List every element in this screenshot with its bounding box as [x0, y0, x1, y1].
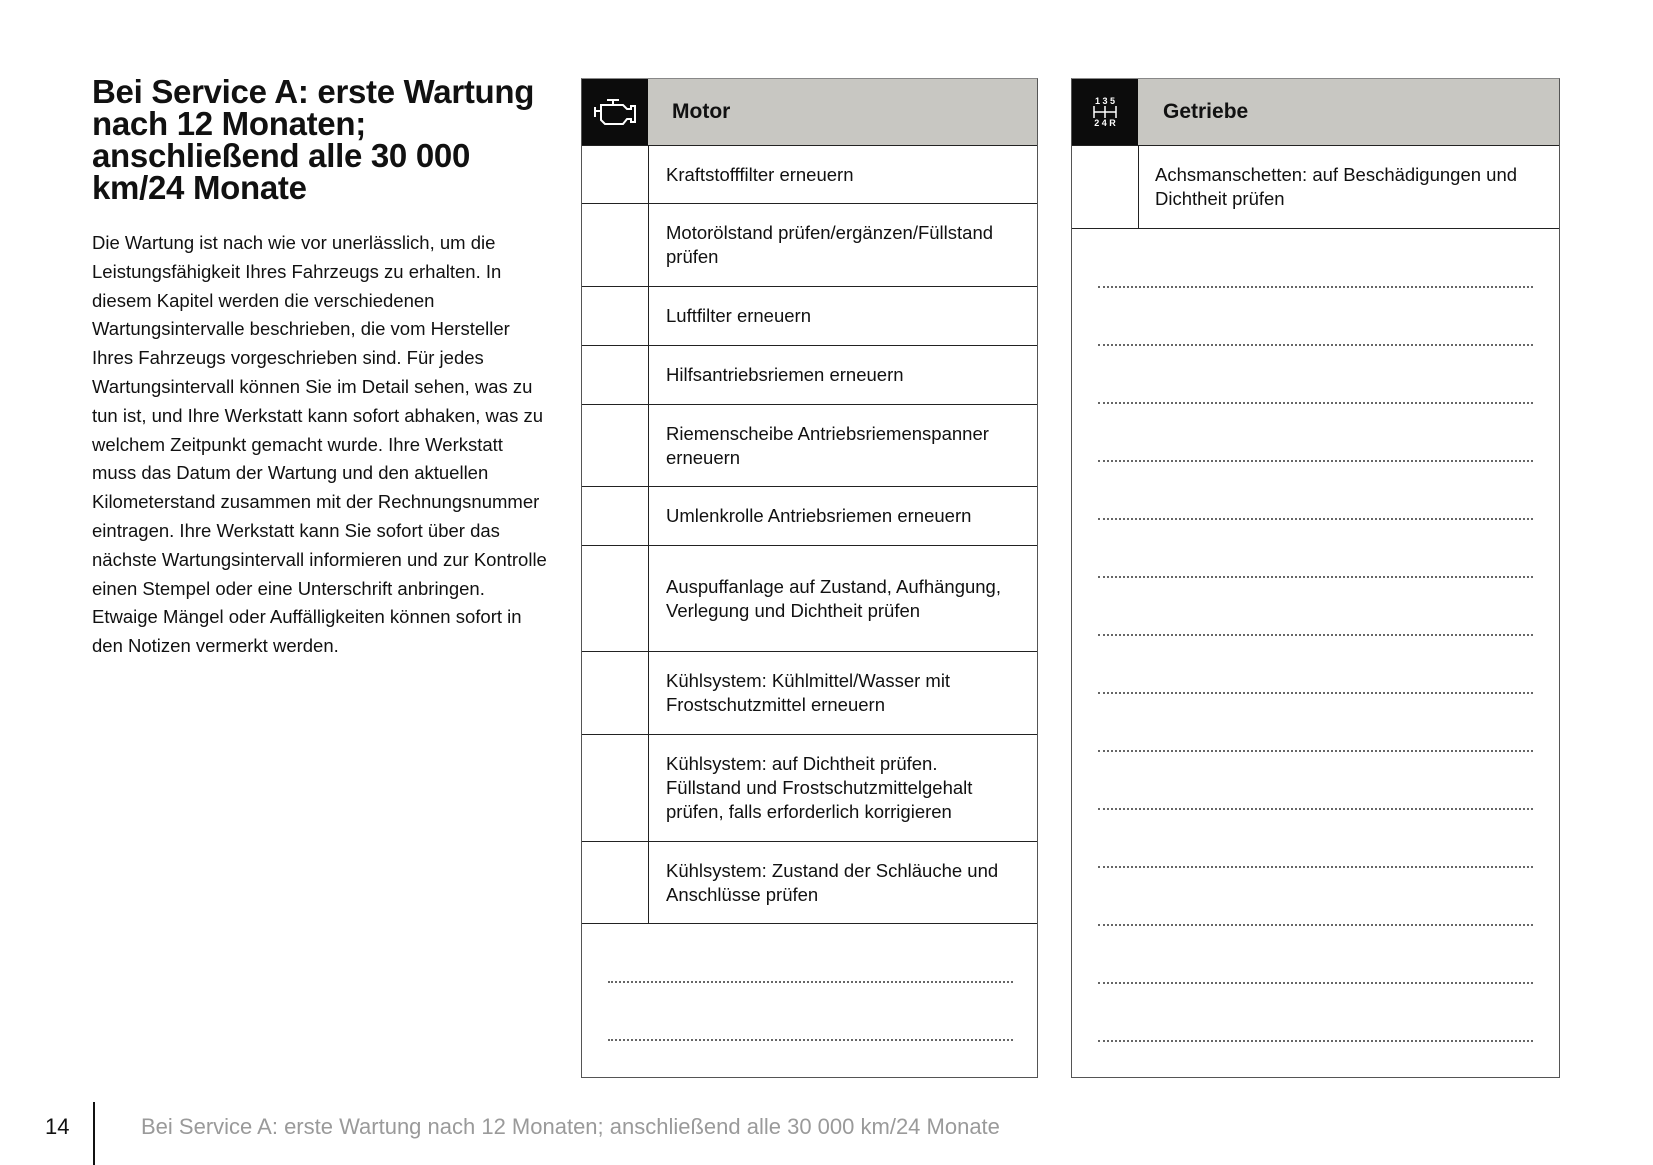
- motor-heading: Motor: [672, 100, 731, 123]
- getriebe-heading: Getriebe: [1163, 100, 1249, 123]
- checklist-row: [582, 546, 1037, 652]
- checklist-item-text: Achsmanschetten: auf Beschädigungen und Dichtheit prüfen: [1155, 163, 1518, 209]
- checkbox-cell[interactable]: [582, 204, 649, 286]
- notes-line: [1098, 982, 1533, 984]
- notes-line: [1098, 402, 1533, 404]
- checklist-item-text: Kühlsystem: auf Dichtheit prüfen. Füllstand und Frostschutzmittelgehalt prüfen, falls erforderlich korrigieren: [666, 753, 973, 822]
- notes-line: [1098, 460, 1533, 462]
- page-title: Bei Service A: erste Wartung nach 12 Monaten; anschließend alle 30 000 km/24 Monate: [92, 73, 535, 206]
- checklist-item-text: Motorölstand prüfen/ergänzen/Füllstand prüfen: [666, 222, 994, 267]
- checklist-row: [582, 487, 1037, 546]
- gear-shift-icon: [1072, 79, 1138, 145]
- notes-line: [1098, 518, 1533, 520]
- notes-line: [1098, 808, 1533, 810]
- checkbox-cell[interactable]: [582, 546, 649, 651]
- getriebe-checklist: [1071, 78, 1560, 1078]
- notes-line: [1098, 692, 1533, 694]
- checklist-item-text: Umlenkrolle Antriebsriemen erneuern: [666, 505, 972, 526]
- notes-line: [1098, 344, 1533, 346]
- checklist-item-text: Hilfsantriebsriemen erneuern: [666, 364, 904, 385]
- checklist-row: [582, 204, 1037, 287]
- checklist-item-text: Kraftstofffilter erneuern: [666, 163, 854, 185]
- getriebe-header: [1072, 79, 1559, 146]
- gear-shift-bottom-label: 2 4 R: [1094, 118, 1116, 128]
- checklist-item-text: Auspuffanlage auf Zustand, Aufhängung, Verlegung und Dichtheit prüfen: [666, 575, 1001, 621]
- notes-line: [608, 981, 1013, 983]
- running-title: Bei Service A: erste Wartung nach 12 Monaten; anschließend alle 30 000 km/24 Monate: [141, 1114, 1000, 1139]
- notes-line: [1098, 866, 1533, 868]
- checklist-row: [582, 735, 1037, 842]
- gear-shift-top-label: 1 3 5: [1094, 96, 1116, 106]
- intro-paragraph: Die Wartung ist nach wie vor unerlässlich, um die Leistungsfähigkeit Ihres Fahrzeugs zu erhalten. In diesem Kapitel werden die verschiedenen Wartungsintervalle beschrieben, die vom Hersteller Ihres Fahrzeugs vorgeschrieben sind. Für jedes Wartungsintervall können Sie im Detail sehen, was zu tun ist, und Ihre Werkstatt kann sofort abhaken, was zu welchem Zeitpunkt gemacht wurde. Ihre Werkstatt muss das Datum der Wartung und den aktuellen Kilometerstand zusammen mit der Rechnungsnummer eintragen. Ihre Werkstatt kann Sie sofort über das nächste Wartungsintervall informieren und zur Kontrolle einen Stempel oder eine Unterschrift anbringen. Etwaige Mängel oder Auffälligkeiten können sofort in den Notizen vermerkt werden.: [92, 232, 547, 657]
- checklist-row: [1072, 145, 1559, 229]
- checklist-item-text: Riemenscheibe Antriebsriemenspanner erneuern: [666, 422, 989, 468]
- checklist-row: [582, 287, 1037, 346]
- checklist-row: [582, 652, 1037, 735]
- checkbox-cell[interactable]: [1072, 145, 1139, 228]
- motor-header: [582, 79, 1037, 146]
- notes-line: [1098, 286, 1533, 288]
- checklist-row: [582, 346, 1037, 405]
- motor-checklist: [581, 78, 1038, 1078]
- checkbox-cell[interactable]: [582, 405, 649, 486]
- notes-line: [1098, 1040, 1533, 1042]
- checkbox-cell[interactable]: [582, 287, 649, 345]
- notes-line: [1098, 576, 1533, 578]
- checklist-row: [582, 405, 1037, 487]
- notes-line: [1098, 750, 1533, 752]
- checklist-row: [582, 842, 1037, 924]
- checklist-item-text: Luftfilter erneuern: [666, 305, 812, 326]
- checklist-item-text: Kühlsystem: Zustand der Schläuche und Anschlüsse prüfen: [666, 859, 999, 905]
- notes-line: [1098, 924, 1533, 926]
- checkbox-cell[interactable]: [582, 842, 649, 923]
- checkbox-cell[interactable]: [582, 487, 649, 545]
- checkbox-cell[interactable]: [582, 652, 649, 734]
- notes-line: [608, 1039, 1013, 1041]
- notes-line: [1098, 634, 1533, 636]
- checklist-item-text: Kühlsystem: Kühlmittel/Wasser mit Frostschutzmittel erneuern: [666, 670, 951, 715]
- checkbox-cell[interactable]: [582, 146, 649, 203]
- checkbox-cell[interactable]: [582, 346, 649, 404]
- footer-divider: [93, 1102, 95, 1165]
- engine-icon: [582, 79, 648, 145]
- checklist-row: [582, 146, 1037, 204]
- checkbox-cell[interactable]: [582, 735, 649, 841]
- page-number: 14: [45, 1114, 70, 1139]
